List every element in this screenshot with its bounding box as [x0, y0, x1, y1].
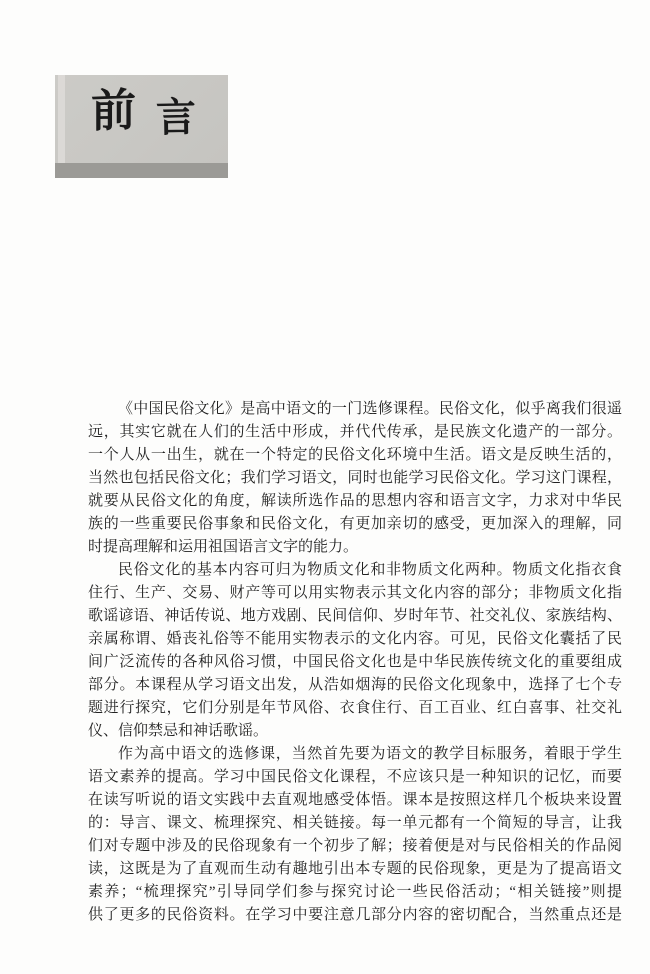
text-line: 一个人从一出生，就在一个特定的民俗文化环境中生活。语文是反映生活的， — [88, 447, 622, 463]
banner-left-highlight — [58, 75, 65, 163]
text-line: 族的一些重要民俗事象和民俗文化，有更加亲切的感受，更加深入的理解，同 — [88, 516, 622, 532]
text-line: 们对专题中涉及的民俗现象有一个初步了解；接着便是对与民俗相关的作品阅 — [88, 838, 622, 854]
text-line: 题进行探究，它们分别是年节风俗、衣食住行、百工百业、红白喜事、社交礼 — [88, 700, 622, 716]
banner-background — [55, 75, 228, 163]
text-line: 住行、生产、交易、财产等可以用实物表示其文化内容的部分；非物质文化指 — [88, 585, 622, 601]
text-line: 部分。本课程从学习语文出发，从浩如烟海的民俗文化现象中，选择了七个专 — [88, 677, 622, 693]
paragraph — [88, 398, 622, 559]
text-line: 语文素养的提高。学习中国民俗文化课程，不应该只是一种知识的记忆，而要 — [88, 769, 622, 785]
text-line: 远，其实它就在人们的生活中形成，并代代传承，是民族文化遗产的一部分。 — [88, 424, 622, 440]
text-line: 歌谣谚语、神话传说、地方戏剧、民间信仰、岁时年节、社交礼仪、家族结构、 — [88, 608, 622, 624]
text-line: 读，这既是为了直观而生动有趣地引出本专题的民俗现象，更是为了提高语文 — [88, 861, 622, 877]
text-line: 仪、信仰禁忌和神话歌谣。 — [88, 723, 269, 739]
text-line: 作为高中语文的选修课，当然首先要为语文的教学目标服务，着眼于学生 — [118, 746, 622, 762]
text-line: 时提高理解和运用祖国语言文字的能力。 — [88, 539, 359, 555]
preface-title-char-qian: 前 — [91, 85, 137, 137]
preface-banner — [55, 75, 228, 178]
banner-bottom-strip — [55, 163, 228, 178]
text-line: 间广泛流传的各种风俗习惯，中国民俗文化也是中华民族传统文化的重要组成 — [88, 654, 622, 670]
text-line: 当然也包括民俗文化；我们学习语文，同时也能学习民俗文化。学习这门课程， — [88, 470, 622, 486]
text-line: 就要从民俗文化的角度，解读所选作品的思想内容和语言文字，力求对中华民 — [88, 493, 622, 509]
body-text — [88, 398, 622, 927]
text-line: 素养；“梳理探究”引导同学们参与探究讨论一些民俗活动；“相关链接”则提 — [88, 884, 622, 900]
text-line: 供了更多的民俗资料。在学习中要注意几部分内容的密切配合，当然重点还是 — [88, 907, 622, 923]
text-line: 亲属称谓、婚丧礼俗等不能用实物表示的文化内容。可见，民俗文化囊括了民 — [88, 631, 622, 647]
text-line: 的：导言、课文、梳理探究、相关链接。每一单元都有一个简短的导言，让我 — [88, 815, 622, 831]
text-line: 在读写听说的语文实践中去直观地感受体悟。课本是按照这样几个板块来设置 — [88, 792, 622, 808]
preface-title-char-yan: 言 — [155, 94, 197, 141]
text-line: 民俗文化的基本内容可归为物质文化和非物质文化两种。物质文化指衣食 — [118, 562, 622, 578]
paragraph — [88, 559, 622, 743]
paragraph — [88, 743, 622, 927]
text-line: 《中国民俗文化》是高中语文的一门选修课程。民俗文化，似乎离我们很遥 — [118, 401, 622, 417]
